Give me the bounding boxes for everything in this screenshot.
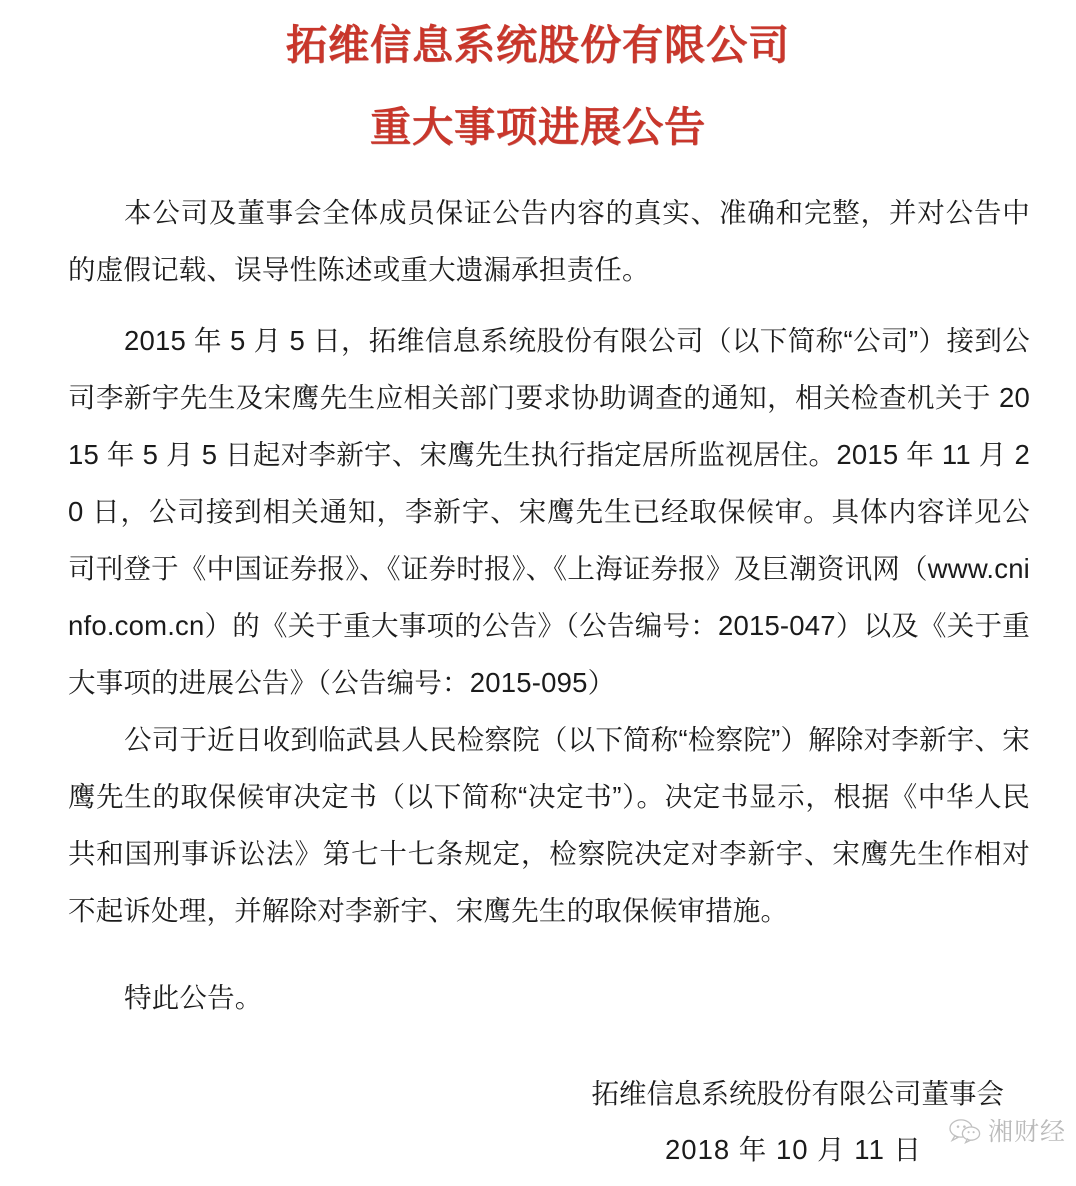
paragraph-background: 2015 年 5 月 5 日，拓维信息系统股份有限公司（以下简称“公司”）接到公司李新宇先生及宋鹰先生应相关部门要求协助调查的通知，相关检查机关于 2015 年 5 月 5 日起对李新宇、宋鹰先生执行指定居所监视居住。2015 年 11 月 20 日，公司接到相关通知，李新宇、宋鹰先生已经取保候审。具体内容详见公司刊登于《中国证券报》、《证券时报》、《上海证券报》及巨潮资讯网（www.cninfo.com.cn）的《关于重大事项的公告》（公告编号：2015-047）以及《关于重大事项的进展公告》（公告编号：2015-095） [68, 325, 1030, 698]
paragraph-progress: 公司于近日收到临武县人民检察院（以下简称“检察院”）解除对李新宇、宋鹰先生的取保候审决定书（以下简称“决定书”）。决定书显示，根据《中华人民共和国刑事诉讼法》第七十七条规定，检察院决定对李新宇、宋鹰先生作相对不起诉处理，并解除对李新宇、宋鹰先生的取保候审措施。 [68, 724, 1030, 926]
watermark-label: 湘财经 [987, 1118, 1066, 1146]
signature-block [0, 1066, 1076, 1178]
signature-issuer: 拓维信息系统股份有限公司董事会 [591, 1078, 1004, 1109]
paragraph-disclaimer: 本公司及董事会全体成员保证公告内容的真实、准确和完整，并对公告中的虚假记载、误导性陈述或重大遗漏承担责任。 [68, 197, 1030, 285]
company-title: 拓维信息系统股份有限公司 [286, 22, 790, 68]
closing-spacer [68, 939, 1030, 969]
title-block [0, 0, 1076, 158]
paragraph-closing: 特此公告。 [124, 982, 263, 1013]
document-body [0, 184, 1076, 1026]
paragraph-spacer [68, 298, 1030, 312]
announcement-title: 重大事项进展公告 [370, 104, 706, 150]
signature-date: 2018 年 10 月 11 日 [664, 1134, 922, 1165]
